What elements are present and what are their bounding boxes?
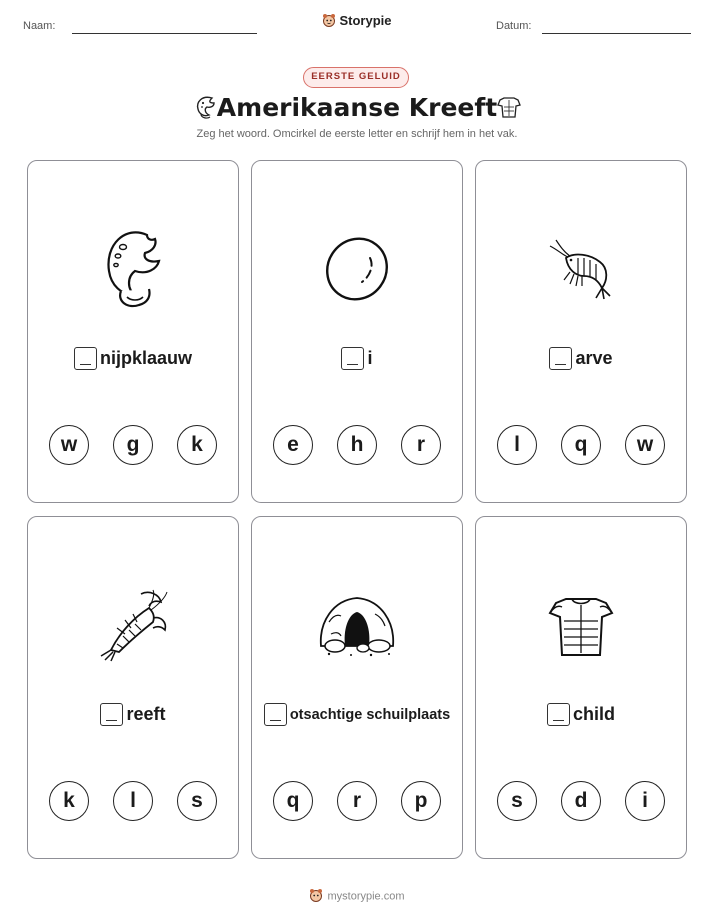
answer-box[interactable] (74, 347, 97, 370)
letter-choice[interactable]: s (177, 781, 217, 821)
armor-title-icon (494, 92, 524, 127)
letter-choice[interactable]: g (113, 425, 153, 465)
letter-choice[interactable]: k (49, 781, 89, 821)
word-fragment: nijpklaauw (99, 348, 193, 368)
instructions: Zeg het woord. Omcirkel de eerste letter en schrijf hem in het vak. (196, 128, 518, 140)
letter-choice[interactable]: w (625, 425, 665, 465)
armor-icon (546, 591, 616, 664)
storypie-logo-icon (309, 888, 323, 905)
brand (0, 13, 714, 30)
letter-choice[interactable]: i (625, 781, 665, 821)
answer-box[interactable] (264, 703, 287, 726)
word-fragment: i (367, 348, 373, 368)
letter-choice[interactable]: s (497, 781, 537, 821)
word-card (27, 160, 239, 503)
date-label: Datum: (496, 20, 532, 32)
word-card (27, 516, 239, 859)
brand-name: Storypie (339, 13, 392, 28)
letter-choice[interactable]: q (273, 781, 313, 821)
word-card (251, 160, 463, 503)
letter-choice[interactable]: p (401, 781, 441, 821)
word-fragment: reeft (126, 704, 166, 724)
word-fragment: otsachtige schuilplaats (289, 706, 451, 723)
name-label: Naam: (23, 20, 56, 32)
word-card (475, 160, 687, 503)
letter-choice[interactable]: q (561, 425, 601, 465)
answer-box[interactable] (341, 347, 364, 370)
letter-choice[interactable]: r (401, 425, 441, 465)
shrimp-icon (546, 236, 616, 307)
word-card (251, 516, 463, 859)
word-fragment: arve (575, 348, 613, 368)
answer-box[interactable] (100, 703, 123, 726)
footer-url[interactable]: mystorypie.com (327, 890, 405, 903)
letter-choice[interactable]: r (337, 781, 377, 821)
answer-box[interactable] (549, 347, 572, 370)
egg-icon (322, 234, 392, 309)
crayfish-icon (95, 588, 171, 667)
letter-choice[interactable]: k (177, 425, 217, 465)
cave-icon (315, 592, 399, 663)
letter-choice[interactable]: w (49, 425, 89, 465)
name-line[interactable] (72, 33, 257, 34)
word-fragment: child (572, 704, 615, 724)
letter-choice[interactable]: e (273, 425, 313, 465)
letter-choice[interactable]: l (497, 425, 537, 465)
footer (0, 888, 714, 905)
letter-choice[interactable]: h (337, 425, 377, 465)
letter-choice[interactable]: d (561, 781, 601, 821)
word-card (475, 516, 687, 859)
letter-choice[interactable]: l (113, 781, 153, 821)
sound-badge: EERSTE GELUID (303, 67, 409, 88)
page-title: Amerikaanse Kreeft (216, 93, 498, 122)
answer-box[interactable] (547, 703, 570, 726)
claw-icon (97, 227, 169, 316)
storypie-logo-icon (322, 13, 336, 30)
date-line[interactable] (542, 33, 691, 34)
